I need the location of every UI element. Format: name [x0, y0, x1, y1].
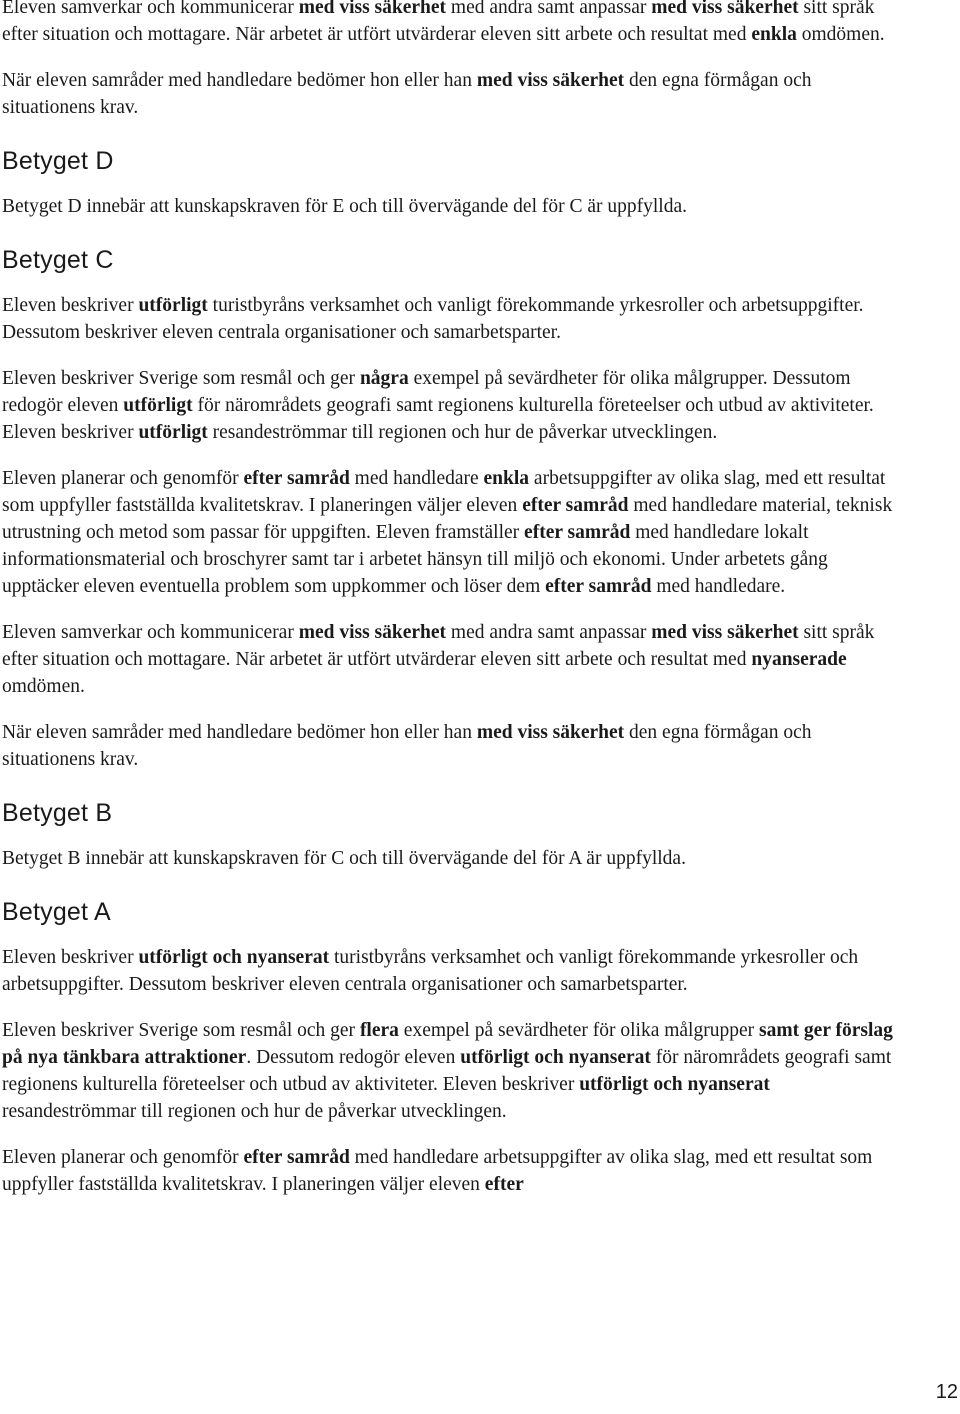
text-run: resandeströmmar till regionen och hur de påverkar utvecklingen. — [2, 1101, 507, 1122]
text-run: med andra samt anpassar — [446, 0, 652, 18]
text-run: Eleven beskriver Sverige som resmål och ger — [2, 368, 360, 389]
text-run: Eleven beskriver — [2, 947, 139, 968]
text-run: resandeströmmar till regionen och hur de påverkar utvecklingen. — [207, 422, 718, 443]
paragraph — [2, 619, 902, 700]
paragraph — [2, 944, 902, 998]
text-run: med andra samt anpassar — [446, 622, 652, 643]
text-run: omdömen. — [2, 676, 85, 697]
text-run: arbetsuppgifter av olika slag, med ett resultat som uppfyller fastställda kvalitetskrav. I planeringen väljer eleven — [2, 468, 886, 516]
text-run: Eleven planerar och genomför — [2, 468, 244, 489]
emphasized-text: med viss säkerhet — [298, 0, 447, 18]
paragraph — [2, 193, 902, 220]
paragraph — [2, 845, 902, 872]
text-run: med handledare. — [651, 576, 786, 597]
section-heading: Betyget D — [2, 147, 114, 175]
text-run: med handledare — [349, 468, 484, 489]
text-run: När eleven samråder med handledare bedömer hon eller han — [2, 70, 477, 91]
emphasized-text: enkla — [751, 24, 797, 45]
emphasized-text: efter samråd — [524, 522, 631, 543]
text-run: Betyget D innebär att kunskapskraven för E och till övervägande del för C är uppfyllda. — [2, 196, 687, 217]
paragraph — [2, 365, 902, 446]
text-run: . Dessutom redogör eleven — [246, 1047, 461, 1068]
text-run: Eleven beskriver Sverige som resmål och ger — [2, 1020, 360, 1041]
section-heading: Betyget B — [2, 799, 113, 827]
emphasized-text: efter samråd — [243, 1147, 350, 1168]
text-run: När eleven samråder med handledare bedömer hon eller han — [2, 722, 477, 743]
emphasized-text: med viss säkerhet — [651, 622, 799, 643]
emphasized-text: med viss säkerhet — [651, 0, 799, 18]
section-heading: Betyget A — [2, 898, 111, 926]
emphasized-text: utförligt och nyanserat — [460, 1047, 651, 1068]
text-run: sitt språk efter situation och mottagare. När arbetet är utfört utvärderar eleven sitt arbete och resultat med — [2, 622, 875, 670]
text-run: för närområdets geografi samt regionens kulturella företeelser och utbud av aktiviteter. Eleven beskriver — [2, 395, 874, 443]
emphasized-text: utförligt — [138, 422, 208, 443]
emphasized-text: nyanserade — [751, 649, 847, 670]
paragraph — [2, 67, 902, 121]
paragraph — [2, 1144, 902, 1198]
emphasized-text: efter samråd — [545, 576, 652, 597]
emphasized-text: utförligt och nyanserat — [579, 1074, 770, 1095]
section-heading: Betyget C — [2, 246, 114, 274]
emphasized-text: utförligt — [123, 395, 193, 416]
emphasized-text: efter samråd — [522, 495, 629, 516]
paragraph — [2, 719, 902, 773]
text-run: sitt språk efter situation och mottagare. När arbetet är utfört utvärderar eleven sitt arbete och resultat med — [2, 0, 875, 45]
text-run: omdömen. — [796, 24, 885, 45]
emphasized-text: med viss säkerhet — [298, 622, 447, 643]
emphasized-text: efter — [484, 1174, 524, 1195]
page-number: 12 — [935, 1381, 958, 1403]
emphasized-text: utförligt och nyanserat — [138, 947, 330, 968]
text-run: den egna förmågan och situationens krav. — [2, 722, 812, 770]
paragraph — [2, 0, 902, 48]
text-run: Eleven samverkar och kommunicerar — [2, 622, 299, 643]
text-run: Eleven beskriver — [2, 295, 139, 316]
emphasized-text: efter samråd — [243, 468, 350, 489]
emphasized-text: samt ger förslag på nya tänkbara attraktioner — [2, 1020, 893, 1068]
text-run: för närområdets geografi samt regionens kulturella företeelser och utbud av aktiviteter. Eleven beskriver — [2, 1047, 892, 1095]
paragraph — [2, 465, 902, 600]
text-run: turistbyråns verksamhet och vanligt förekommande yrkesroller och arbetsuppgifter. Dessutom beskriver eleven centrala organisationer och samarbetsparter. — [2, 295, 864, 343]
text-run: Eleven samverkar och kommunicerar — [2, 0, 299, 18]
text-run: med handledare material, teknisk utrustning och metod som passar för uppgiften. Eleven framställer — [2, 495, 893, 543]
emphasized-text: flera — [359, 1020, 399, 1041]
text-run: exempel på sevärdheter för olika målgrupper — [398, 1020, 759, 1041]
text-run: Betyget B innebär att kunskapskraven för C och till övervägande del för A är uppfyllda. — [2, 848, 686, 869]
paragraph — [2, 1017, 902, 1125]
text-run: exempel på sevärdheter för olika målgrupper. Dessutom redogör eleven — [2, 368, 851, 416]
text-run: med handledare lokalt informationsmaterial och broschyrer samt tar i arbetet hänsyn till miljö och ekonomi. Under arbetets gång upptäcker eleven eventuella problem som uppkommer och löser dem — [2, 522, 828, 597]
text-run: turistbyråns verksamhet och vanligt förekommande yrkesroller och arbetsuppgifter. Dessutom beskriver eleven centrala organisationer och samarbetsparter. — [2, 947, 859, 995]
paragraph — [2, 292, 902, 346]
document-body — [2, 0, 902, 1217]
emphasized-text: några — [359, 368, 409, 389]
text-run: den egna förmågan och situationens krav. — [2, 70, 812, 118]
emphasized-text: utförligt — [138, 295, 208, 316]
text-run: Eleven planerar och genomför — [2, 1147, 244, 1168]
emphasized-text: enkla — [483, 468, 530, 489]
emphasized-text: med viss säkerhet — [476, 722, 625, 743]
emphasized-text: med viss säkerhet — [476, 70, 625, 91]
text-run: med handledare arbetsuppgifter av olika slag, med ett resultat som uppfyller fastställda kvalitetskrav. I planeringen väljer eleven — [2, 1147, 873, 1195]
